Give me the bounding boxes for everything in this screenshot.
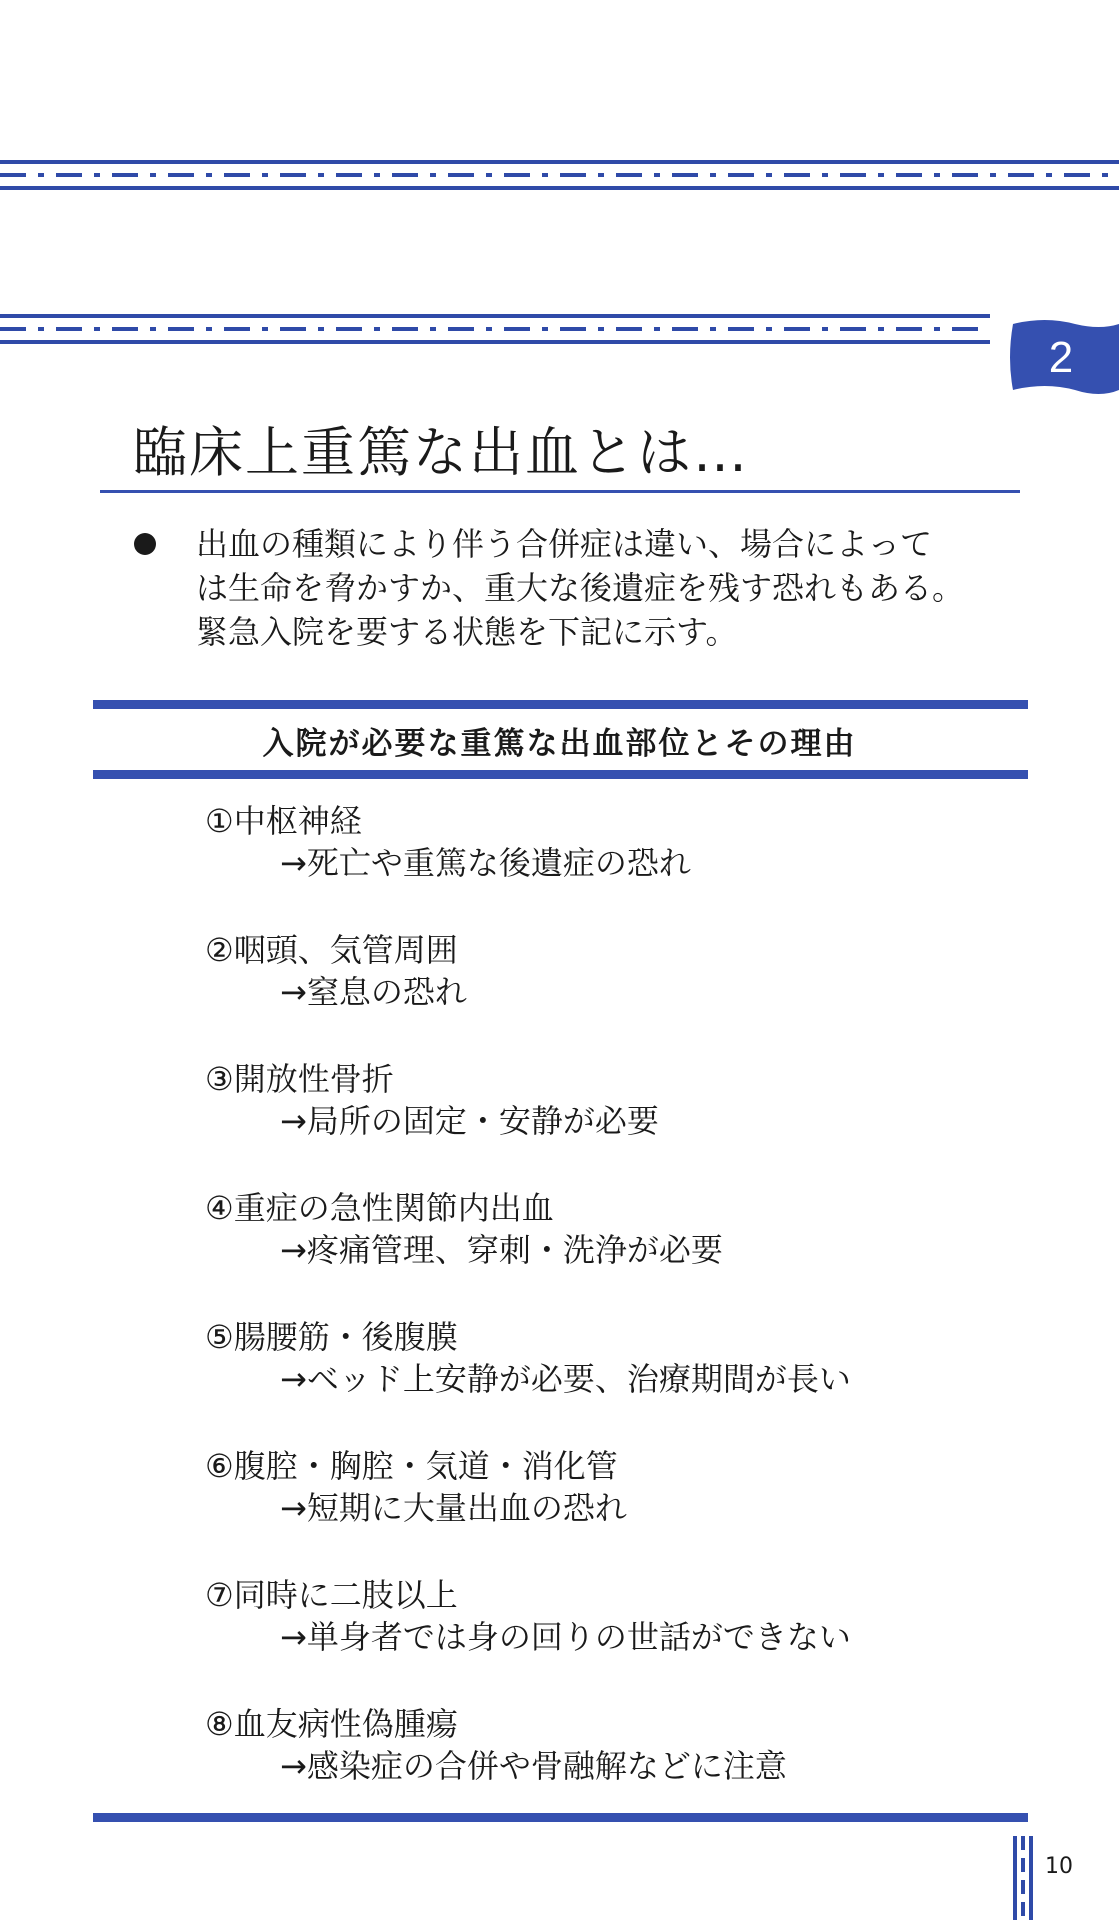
item-label: ⑥腹腔・胸腔・気道・消化管 [205,1447,618,1485]
page-number: 10 [1045,1854,1073,1879]
item-reason: →死亡や重篤な後遺症の恐れ [280,844,691,882]
section-top-rule [93,700,1028,709]
intro-paragraph [196,522,1056,654]
list-item [205,929,467,1013]
item-label: ⑤腸腰筋・後腹膜 [205,1318,458,1356]
item-reason: →短期に大量出血の恐れ [280,1489,627,1527]
list-item [205,1445,627,1529]
item-reason: →窒息の恐れ [280,973,467,1011]
item-reason: →ベッド上安静が必要、治療期間が長い [280,1360,851,1398]
item-label: ②咽頭、気管周囲 [205,931,458,969]
section-title: 入院が必要な重篤な出血部位とその理由 [262,726,857,762]
chapter-tab [1005,318,1119,396]
intro-line: 緊急入院を要する状態を下記に示す。 [196,613,738,651]
item-label: ⑧血友病性偽腫瘍 [205,1705,458,1743]
item-reason: →局所の固定・安静が必要 [280,1102,659,1140]
list-item [205,1703,787,1787]
list-item [205,1058,659,1142]
bullet-icon [134,533,156,555]
item-label: ③開放性骨折 [205,1060,394,1098]
item-reason: →疼痛管理、穿刺・洗浄が必要 [280,1231,723,1269]
item-label: ④重症の急性関節内出血 [205,1189,554,1227]
list-item [205,1574,851,1658]
intro-line: 出血の種類により伴う合併症は違い、場合によって [196,525,933,563]
section-bottom-rule [93,770,1028,779]
page-title: 臨床上重篤な出血とは… [133,421,749,484]
item-label: ①中枢神経 [205,802,362,840]
footer-decoration [1013,1836,1033,1920]
list-item [205,1187,723,1271]
item-label: ⑦同時に二肢以上 [205,1576,458,1614]
header-decoration-top [0,160,1119,190]
chapter-number: 2 [1048,333,1074,382]
intro-line: は生命を脅かすか、重大な後遺症を残す恐れもある。 [196,569,965,607]
list-item [205,800,691,884]
list-bottom-rule [93,1813,1028,1822]
list-item [205,1316,851,1400]
item-reason: →単身者では身の回りの世話ができない [280,1618,851,1656]
title-underline [100,490,1020,493]
item-reason: →感染症の合併や骨融解などに注意 [280,1747,787,1785]
header-decoration-bottom [0,314,990,344]
